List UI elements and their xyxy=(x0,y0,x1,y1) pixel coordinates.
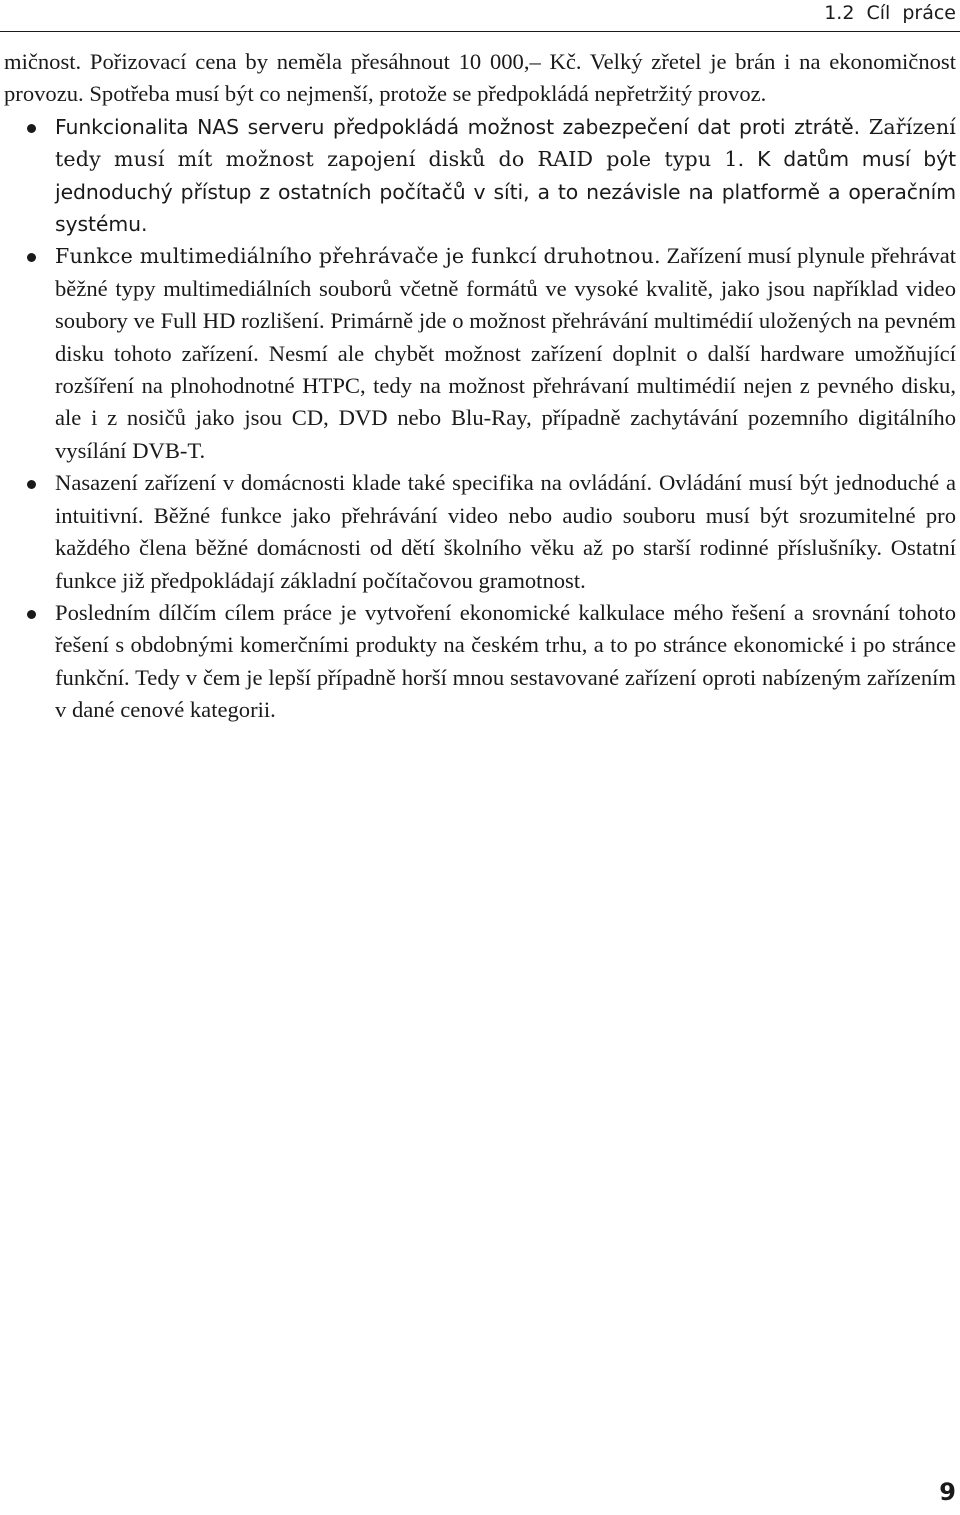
list-item-sentence: Funkcionalita NAS serveru předpokládá možnost zabezpečení dat proti ztrátě. xyxy=(55,114,860,139)
running-head-text xyxy=(824,0,956,26)
section-number: 1.2 xyxy=(824,2,855,24)
list-item xyxy=(4,467,956,597)
list-item-sentence: Zařízení musí plynule přehrávat běžné typy multimediálních souborů včetně formátů ve vysoké kvalitě, jako jsou například video soubory ve Full HD rozlišení. Primárně jde o možnost přehrávání multimédií uložených na pevném disku tohoto zařízení. Nesmí ale chybět možnost zařízení doplnit o další hardware umožňující rozšíření na plnohodnotné HTPC, tedy na možnost přehrávaní multimédií nejen z pevného disku, ale i z nosičů jako jsou CD, DVD nebo Blu-Ray, případně zachytávání pozemního digitálního vysílání DVB-T. xyxy=(55,243,956,463)
bullet-icon xyxy=(27,124,36,133)
list-item-sentence: K datům musí být jednoduchý přístup z ostatních počítačů v síti, a to nezávisle na platformě a operačním systému. xyxy=(55,147,956,237)
list-item xyxy=(4,240,956,467)
goals-list xyxy=(4,111,956,727)
list-item-sentence: Funkce multimediálního přehrávače je funkcí druhotnou. xyxy=(55,244,661,269)
list-item xyxy=(4,597,956,727)
list-item-sentence: Posledním dílčím cílem práce je vytvoření ekonomické kalkulace mého řešení a srovnání tohoto řešení s obdobnými komerčními produkty na českém trhu, a to po stránce ekonomické i po stránce funkční. Tedy v čem je lepší případně horší mnou sestavované zařízení oproti nabízeným zařízením v dané cenové kategorii. xyxy=(55,599,956,723)
page-body xyxy=(4,46,956,727)
bullet-icon xyxy=(27,610,36,619)
header-rule xyxy=(0,31,960,32)
intro-paragraph: mičnost. Pořizovací cena by neměla přesáhnout 10 000,– Kč. Velký zřetel je brán i na ekonomičnost provozu. Spotřeba musí být co nejmenší, protože se předpokládá nepřetržitý provoz. xyxy=(4,49,956,107)
list-item-sentence: Nasazení zařízení v domácnosti klade také specifika na ovládání. Ovládání musí být jednoduché a intuitivní. Běžné funkce jako přehrávání video nebo audio souboru musí být srozumitelné pro každého člena běžné domácnosti od dětí školního věku až po starší rodinné příslušníky. Ostatní funkce již předpokládají základní počítačovou gramotnost. xyxy=(55,470,956,593)
page-number: 9 xyxy=(939,1478,956,1506)
section-title: Cíl práce xyxy=(866,2,956,24)
list-item xyxy=(4,111,956,241)
bullet-icon xyxy=(27,253,36,262)
list-item-sentence: Zařízení tedy musí mít možnost zapojení disků do RAID pole typu 1. xyxy=(55,114,956,172)
bullet-icon xyxy=(27,480,36,489)
running-head xyxy=(0,0,960,40)
